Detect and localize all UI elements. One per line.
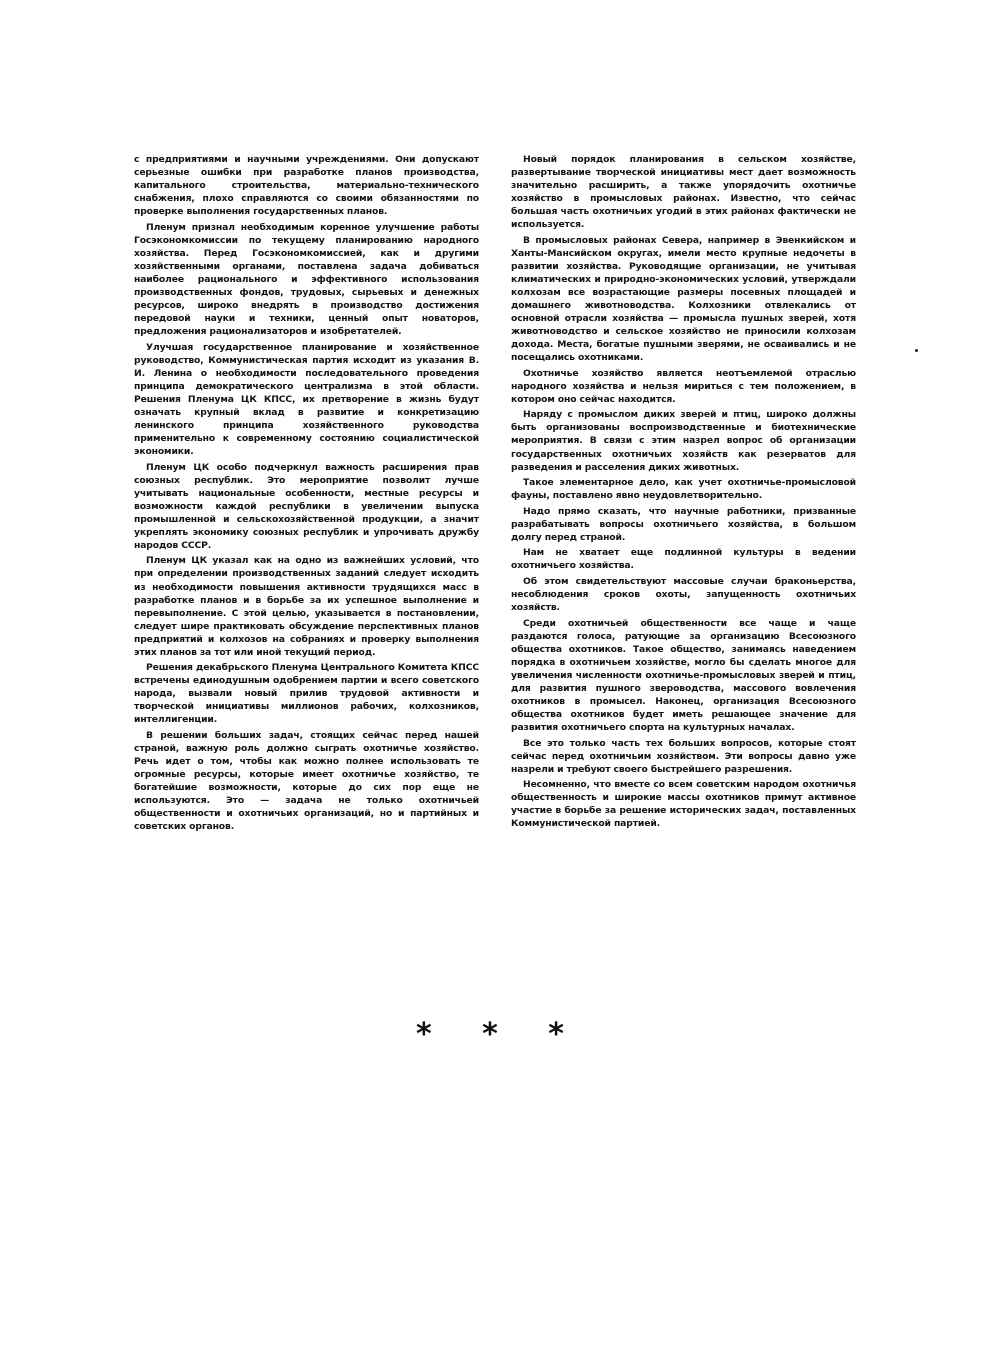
paragraph: Нам не хватает еще подлинной культуры в ведении охотничьего хозяйства.	[511, 547, 856, 572]
left-text-column	[134, 153, 479, 836]
paragraph: Пленум признал необходимым коренное улучшение работы Госэкономкомиссии по текущему планированию народного хозяйства. Перед Госэкономкомиссией, как и другими хозяйственными органами, поставлена задача добиваться наиболее рационального и эффективного использования производственных фондов, трудовых, сырьевых и денежных ресурсов, широко внедрять в производство достижения передовой науки и техники, ценный опыт новаторов, предложения рационализаторов и изобретателей.	[134, 221, 479, 338]
paragraph: Пленум ЦК указал как на одно из важнейших условий, что при определении производственных заданий следует исходить из необходимости повышения активности трудящихся масс в разработке планов и в борьбе за их успешное выполнение и перевыполнение. С этой целью, указывается в постановлении, следует шире практиковать обсуждение перспективных планов предприятий и колхозов на собраниях и проверку выполнения этих планов за тот или иной текущий период.	[134, 555, 479, 658]
right-text-column	[511, 153, 856, 833]
paragraph: В решении больших задач, стоящих сейчас перед нашей страной, важную роль должно сыграть охотничье хозяйство. Речь идет о том, чтобы как можно полнее использовать те огромные ресурсы, которые имеет охотничье хозяйство, те богатейшие возможности, которые до сих пор еще не используются. Это — задача не только охотничьей общественности и охотничьих организаций, но и партийных и советских органов.	[134, 730, 479, 833]
paragraph: Охотничье хозяйство является неотъемлемой отраслью народного хозяйства и нельзя мириться с тем положением, в котором оно сейчас находится.	[511, 367, 856, 405]
paragraph: Новый порядок планирования в сельском хозяйстве, развертывание творческой инициативы мест дает возможность значительно расширить, а также упорядочить охотничье хозяйство в промысловых районах. Известно, что сейчас большая часть охотничьих угодий в этих районах фактически не используется.	[511, 154, 856, 231]
paragraph: Такое элементарное дело, как учет охотничье-промысловой фауны, поставлено явно неудовлетворительно.	[511, 477, 856, 502]
scan-speck	[915, 349, 918, 352]
paragraph: Об этом свидетельствуют массовые случаи браконьерства, несоблюдения сроков охоты, запущенность охотничьих хозяйств.	[511, 575, 856, 614]
paragraph: Улучшая государственное планирование и хозяйственное руководство, Коммунистическая партия исходит из указания В. И. Ленина о необходимости последовательного проведения принципа демократического централизма в этой области. Решения Пленума ЦК КПСС, их претворение в жизнь будут означать крупный вклад в развитие и конкретизацию ленинского принципа хозяйственного руководства применительно к современному состоянию социалистической экономики.	[134, 341, 479, 458]
paragraph: Надо прямо сказать, что научные работники, призванные разрабатывать вопросы охотничьего хозяйства, в большом долгу перед страной.	[511, 505, 856, 543]
paragraph: Все это только часть тех больших вопросов, которые стоят сейчас перед охотничьим хозяйством. Эти вопросы давно уже назрели и требуют своего быстрейшего разрешения.	[511, 737, 856, 775]
paragraph: В промысловых районах Севера, например в Эвенкийском и Ханты-Мансийском округах, имели место крупные недочеты в развитии хозяйства. Руководящие организации, не учитывая климатических и природно-экономических условий, утверждали колхозам все возрастающие размеры посевных площадей и домашнего животноводства. Колхозники отвлекались от основной отрасли хозяйства — промысла пушных зверей, хотя животноводство и сельское хозяйство не приносили колхозам дохода. Места, богатые пушными зверями, не осваивались и не посещались охотниками.	[511, 234, 856, 364]
section-divider: * * *	[416, 1017, 584, 1052]
paragraph: Несомненно, что вместе со всем советским народом охотничья общественность и широкие массы охотников примут активное участие в борьбе за решение исторических задач, поставленных Коммунистической партией.	[511, 779, 856, 830]
paragraph: Пленум ЦК особо подчеркнул важность расширения прав союзных республик. Это мероприятие позволит лучше учитывать национальные особенности, местные ресурсы и возможности каждой республики в увеличении выпуска промышленной и сельскохозяйственной продукции, а значит укреплять экономику союзных республик и упрочивать дружбу народов СССР.	[134, 461, 479, 551]
paragraph: Решения декабрьского Пленума Центрального Комитета КПСС встречены единодушным одобрением партии и всего советского народа, вызвали новый прилив трудовой активности и творческой инициативы миллионов рабочих, колхозников, интеллигенции.	[134, 662, 479, 726]
paragraph: Среди охотничьей общественности все чаще и чаще раздаются голоса, ратующие за организацию Всесоюзного общества охотников. Такое общество, занимаясь наведением порядка в охотничьем хозяйстве, могло бы сделать многое для увеличения численности охотничье-промысловых зверей и птиц, для развития пушного звероводства, массового вовлечения охотников в промысел. Наконец, организация Всесоюзного общества охотников будет иметь решающее значение для развития охотничьего спорта на культурных началах.	[511, 617, 856, 733]
paragraph: с предприятиями и научными учреждениями. Они допускают серьезные ошибки при разработке планов производства, капитального строительства, материально-технического снабжения, плохо справляются со своими обязанностями по проверке выполнения государственных планов.	[134, 154, 479, 218]
paragraph: Наряду с промыслом диких зверей и птиц, широко должны быть организованы воспроизводственные и биотехнические мероприятия. В связи с этим назрел вопрос об организации государственных охотничьих хозяйств как резерватов для разведения и расселения диких животных.	[511, 409, 856, 473]
